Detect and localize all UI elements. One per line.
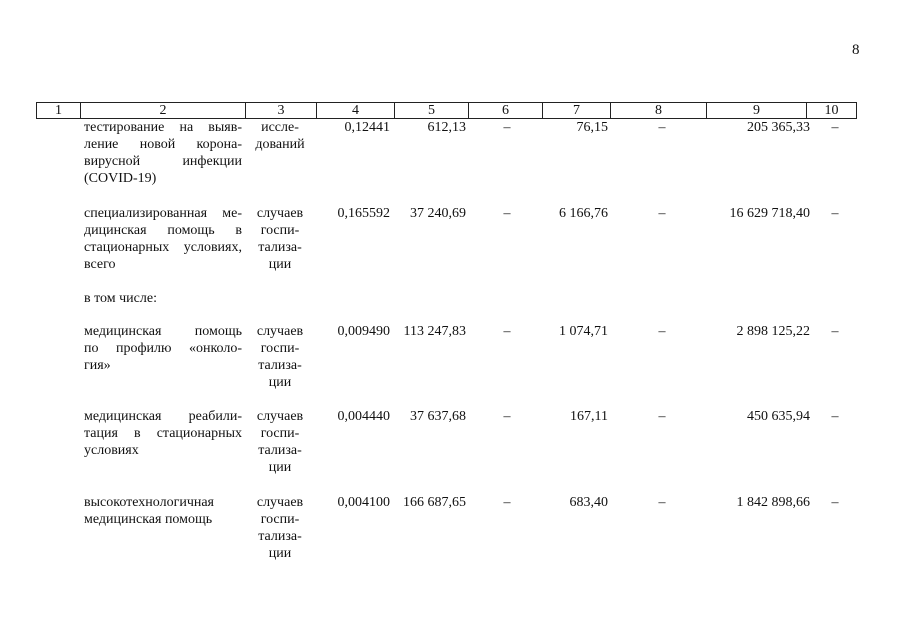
- service-name: [84, 119, 242, 187]
- service-name-line: условиях: [84, 443, 139, 458]
- unit-line: ции: [268, 546, 292, 561]
- unit: [247, 494, 313, 562]
- cell-col-9: 450 635,94: [747, 409, 810, 424]
- cell-col-8: –: [658, 409, 666, 424]
- service-name-line: высокотехнологичная: [84, 495, 214, 510]
- header-col-1: 1: [37, 103, 81, 119]
- unit: [247, 205, 313, 273]
- cell-col-8: –: [658, 495, 666, 510]
- page-number: 8: [852, 42, 860, 58]
- cell-col-10: –: [831, 120, 839, 135]
- cell-col-9: 16 629 718,40: [729, 206, 810, 221]
- unit: [247, 323, 313, 391]
- unit-line: тализа-: [258, 529, 302, 544]
- unit: [247, 408, 313, 476]
- cell-col-8: –: [658, 324, 666, 339]
- cell-col-5: 37 637,68: [410, 409, 466, 424]
- unit-line: случаев: [256, 206, 304, 221]
- service-name-line: вирусной инфекции: [84, 154, 242, 169]
- service-name-line: стационарных условиях,: [84, 240, 242, 255]
- unit-line: случаев: [256, 324, 304, 339]
- header-col-2: 2: [81, 103, 246, 119]
- cell-col-6: –: [503, 324, 511, 339]
- service-name: [84, 323, 242, 374]
- unit-line: госпи-: [260, 512, 300, 527]
- header-col-7: 7: [543, 103, 611, 119]
- cell-col-9: 2 898 125,22: [736, 324, 810, 339]
- cell-col-5: 113 247,83: [403, 324, 466, 339]
- service-name: [84, 205, 242, 273]
- service-name-line: ление новой корона-: [84, 137, 242, 152]
- cell-col-5: 166 687,65: [403, 495, 466, 510]
- header-col-6: 6: [469, 103, 543, 119]
- header-col-5: 5: [395, 103, 469, 119]
- cell-col-4: 0,004440: [337, 409, 390, 424]
- cell-col-8: –: [658, 206, 666, 221]
- unit-line: госпи-: [260, 341, 300, 356]
- service-name: [84, 494, 242, 528]
- cell-col-9: 1 842 898,66: [736, 495, 810, 510]
- cell-col-7: 167,11: [570, 409, 608, 424]
- cell-col-7: 683,40: [569, 495, 608, 510]
- cell-col-7: 6 166,76: [559, 206, 608, 221]
- header-col-4: 4: [317, 103, 395, 119]
- cell-col-10: –: [831, 495, 839, 510]
- service-name-line: (COVID-19): [84, 171, 157, 186]
- subgroup-caption: [84, 290, 284, 307]
- service-name-line: специализированная ме-: [84, 206, 242, 221]
- cell-col-10: –: [831, 206, 839, 221]
- cell-col-4: 0,165592: [337, 206, 390, 221]
- unit: [247, 119, 313, 153]
- cell-col-4: 0,12441: [344, 120, 390, 135]
- unit-line: госпи-: [260, 223, 300, 238]
- unit-line: ции: [268, 375, 292, 390]
- service-name-line: всего: [84, 257, 116, 272]
- cell-col-7: 76,15: [576, 120, 608, 135]
- cell-col-8: –: [658, 120, 666, 135]
- cell-col-5: 612,13: [427, 120, 466, 135]
- cell-col-4: 0,009490: [337, 324, 390, 339]
- unit-line: тализа-: [258, 358, 302, 373]
- service-name-line: медицинская помощь: [84, 324, 242, 339]
- cell-col-6: –: [503, 206, 511, 221]
- cell-col-6: –: [503, 409, 511, 424]
- subgroup-caption-text: в том числе:: [84, 291, 157, 306]
- header-col-10: 10: [807, 103, 857, 119]
- service-name-line: тация в стационарных: [84, 426, 242, 441]
- cell-col-6: –: [503, 120, 511, 135]
- unit-line: ции: [268, 257, 292, 272]
- cell-col-5: 37 240,69: [410, 206, 466, 221]
- column-number-header: [36, 102, 857, 119]
- cell-col-9: 205 365,33: [747, 120, 810, 135]
- cell-col-6: –: [503, 495, 511, 510]
- unit-line: иссле-: [261, 120, 299, 135]
- header-col-8: 8: [611, 103, 707, 119]
- unit-line: случаев: [256, 409, 304, 424]
- unit-line: тализа-: [258, 443, 302, 458]
- service-name-line: медицинская помощь: [84, 512, 213, 527]
- cell-col-10: –: [831, 324, 839, 339]
- service-name-line: тестирование на выяв-: [84, 120, 242, 135]
- service-name-line: медицинская реабили-: [84, 409, 242, 424]
- header-col-3: 3: [246, 103, 317, 119]
- unit-line: госпи-: [260, 426, 300, 441]
- cell-col-10: –: [831, 409, 839, 424]
- service-name-line: дицинская помощь в: [84, 223, 242, 238]
- unit-line: дований: [255, 137, 305, 152]
- cell-col-7: 1 074,71: [559, 324, 608, 339]
- service-name-line: гия»: [84, 358, 111, 373]
- unit-line: случаев: [256, 495, 304, 510]
- unit-line: тализа-: [258, 240, 302, 255]
- service-name-line: по профилю «онколо-: [84, 341, 242, 356]
- service-name: [84, 408, 242, 459]
- unit-line: ции: [268, 460, 292, 475]
- header-col-9: 9: [707, 103, 807, 119]
- cell-col-4: 0,004100: [337, 495, 390, 510]
